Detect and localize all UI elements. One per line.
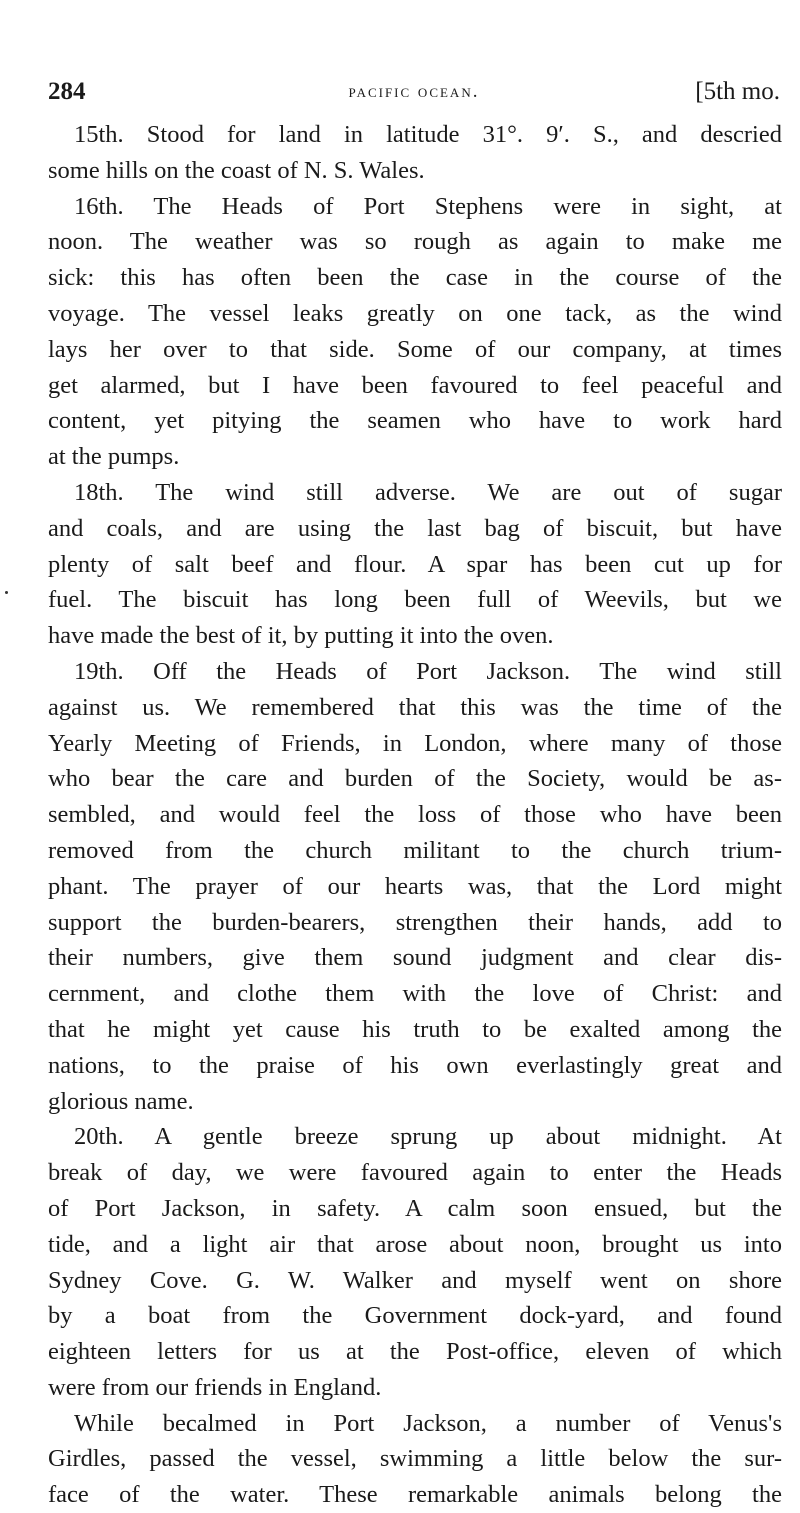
text-line: who bear the care and burden of the Society, would be as- <box>48 765 782 793</box>
page-number: 284 <box>48 78 86 105</box>
text-line: While becalmed in Port Jackson, a number of Venus's <box>74 1409 782 1437</box>
text-line: glorious name. <box>48 1087 194 1115</box>
text-line: tide, and a light air that arose about noon, brought us into <box>48 1230 782 1258</box>
text-line: support the burden-bearers, strengthen their hands, add to <box>48 908 782 936</box>
text-line: have made the best of it, by putting it into the oven. <box>48 622 554 650</box>
paragraph <box>48 1119 782 1405</box>
text-line: 15th. Stood for land in latitude 31°. 9′. S., and descried <box>74 121 782 148</box>
text-line: cernment, and clothe them with the love of Christ: and <box>48 980 782 1008</box>
text-line: 19th. Off the Heads of Port Jackson. The wind still <box>74 657 782 685</box>
text-line: were from our friends in England. <box>48 1373 382 1401</box>
text-line: 16th. The Heads of Port Stephens were in sight, at <box>74 192 782 220</box>
paragraph <box>48 117 782 189</box>
text-line: sembled, and would feel the loss of those who have been <box>48 801 782 829</box>
paragraph <box>48 1406 782 1513</box>
text-line: Yearly Meeting of Friends, in London, where many of those <box>48 729 782 757</box>
text-line: removed from the church militant to the church trium- <box>48 836 782 864</box>
text-line: sick: this has often been the case in the course of the <box>48 264 782 292</box>
text-line: fuel. The biscuit has long been full of Weevils, but we <box>48 586 782 614</box>
text-line: some hills on the coast of N. S. Wales. <box>48 156 425 184</box>
text-line: that he might yet cause his truth to be exalted among the <box>48 1015 782 1043</box>
text-line: voyage. The vessel leaks greatly on one tack, as the wind <box>48 299 782 327</box>
running-title: pacific ocean. <box>348 81 480 102</box>
paragraph <box>48 189 782 475</box>
text-line: 18th. The wind still adverse. We are out of sugar <box>74 478 782 506</box>
text-line: Sydney Cove. G. W. Walker and myself went on shore <box>48 1266 782 1294</box>
text-line: at the pumps. <box>48 443 180 471</box>
text-line: Girdles, passed the vessel, swimming a little below the sur- <box>48 1445 782 1473</box>
text-line: get alarmed, but I have been favoured to feel peaceful and <box>48 371 782 399</box>
paragraph <box>48 475 782 654</box>
text-line: 20th. A gentle breeze sprung up about midnight. At <box>74 1123 782 1151</box>
section-marker: [5th mo. <box>695 78 780 105</box>
text-line: content, yet pitying the seamen who have to work hard <box>48 407 782 435</box>
text-line: nations, to the praise of his own everlastingly great and <box>48 1051 782 1079</box>
text-line: by a boat from the Government dock-yard, and found <box>48 1302 782 1330</box>
text-line: phant. The prayer of our hearts was, that the Lord might <box>48 872 782 900</box>
page-body <box>48 117 782 1513</box>
text-line: and coals, and are using the last bag of biscuit, but have <box>48 514 782 542</box>
text-line: lays her over to that side. Some of our company, at times <box>48 335 782 363</box>
text-line: of Port Jackson, in safety. A calm soon ensued, but the <box>48 1194 782 1222</box>
page-header <box>48 78 780 112</box>
text-line: their numbers, give them sound judgment and clear dis- <box>48 944 782 972</box>
text-line: against us. We remembered that this was the time of the <box>48 693 782 721</box>
paragraph <box>48 654 782 1119</box>
text-line: eighteen letters for us at the Post-office, eleven of which <box>48 1338 782 1366</box>
text-line: break of day, we were favoured again to enter the Heads <box>48 1159 782 1187</box>
text-line: face of the water. These remarkable animals belong the <box>48 1481 782 1509</box>
scan-speck <box>5 591 8 594</box>
text-line: plenty of salt beef and flour. A spar has been cut up for <box>48 550 782 578</box>
text-line: noon. The weather was so rough as again to make me <box>48 228 782 256</box>
